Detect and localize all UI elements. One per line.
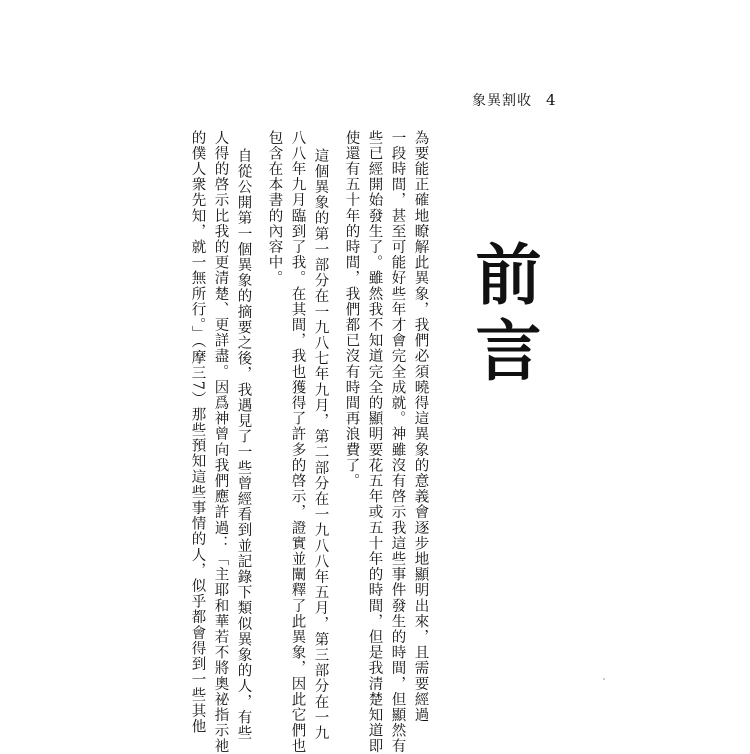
chapter-title: 前言 xyxy=(464,240,542,392)
page-number: 4 xyxy=(546,91,557,109)
text-column: 為要能正確地瞭解此異象，我們必須曉得這異象的意義會逐步地顯明出來，且需要經過 xyxy=(412,130,429,723)
paper-speck xyxy=(603,678,605,680)
text-column: 人得的啓示比我的更清楚、更詳盡。因爲神曾向我們應許過：「主耶和華若不將奧祕指示祂 xyxy=(212,130,229,754)
text-column: 包含在本書的內容中。 xyxy=(266,130,283,286)
running-header xyxy=(472,90,557,110)
text-column: 一段時間，甚至可能好些年才會完全成就。神雖沒有啓示我這些事件發生的時間，但顯然有 xyxy=(389,130,406,754)
running-title: 象異割收 xyxy=(472,93,532,109)
text-column: 自從公開第一個異象的摘要之後，我遇見了一些曾經看到並記錄下類似異象的人，有些 xyxy=(235,148,252,741)
text-column: 些已經開始發生了。雖然我不知道完全的顯明要花五年或五十年的時間，但是我清楚知道即 xyxy=(366,130,383,754)
text-column: 八八年九月臨到了我。在其間，我也獲得了許多的啓示，證實並闡釋了此異象，因此它們也 xyxy=(289,130,306,754)
text-column: 的僕人衆先知，就一無所行。」（摩三7）那些預知這些事情的人，似乎都會得到一些其他 xyxy=(189,130,206,735)
text-column: 使還有五十年的時間，我們都已沒有時間再浪費了。 xyxy=(343,130,360,489)
text-column: 這個異象的第一部分在一九八七年九月，第二部分在一九八八年五月，第三部分在一九 xyxy=(312,148,329,741)
